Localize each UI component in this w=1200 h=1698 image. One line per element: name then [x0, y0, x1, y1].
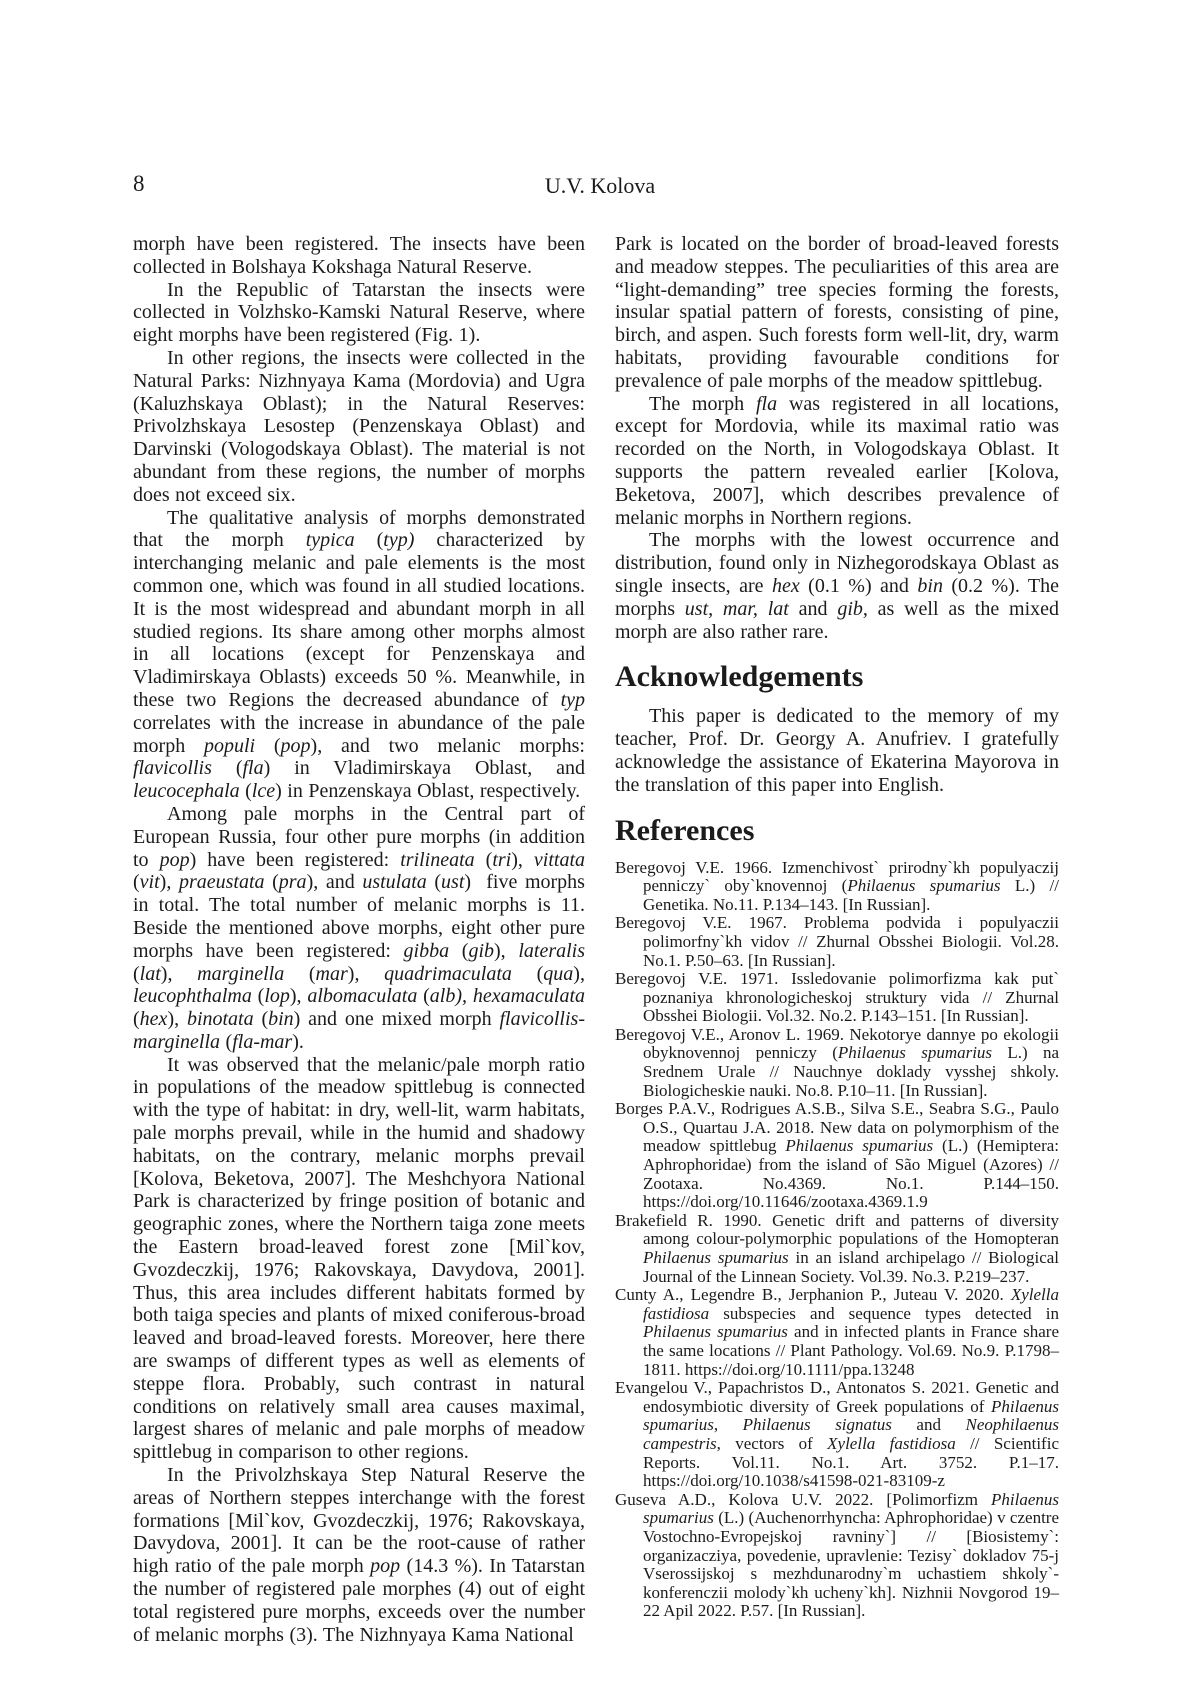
acknowledgements-paragraph: This paper is dedicated to the memory of my teacher, Prof. Dr. Georgy A. Anufriev. I gratefully acknowledge the assistance of Ekaterina Mayorova in the translation of this paper into English. [615, 705, 1059, 796]
body-paragraph: In the Republic of Tatarstan the insects were collected in Volzhsko-Kamski Natural Reserve, where eight morphs have been registered (Fig. 1). [133, 278, 585, 347]
body-paragraph: The morph fla was registered in all locations, except for Mordovia, while its maximal ratio was recorded on the North, in Vologodskaya Oblast. It supports the pattern revealed earlier [Kolova, Beketova, 2007], which describes prevalence of melanic morphs in Northern regions. [615, 392, 1059, 529]
reference-entry: Beregovoj V.E. 1967. Problema podvida i populyaczii polimorfny`kh vidov // Zhurnal Obsshei Biologii. Vol.28. No.1. P.50–63. [In Russian]. [615, 913, 1059, 970]
body-paragraph: It was observed that the melanic/pale morph ratio in populations of the meadow spittlebug is connected with the type of habitat: in dry, well-lit, warm habitats, pale morphs prevail, while in the humid and shadowy habitats, on the contrary, melanic morphs prevail [Kolova, Beketova, 2007]. The Meshchyora National Park is characterized by fringe position of botanic and geographic zones, where the Northern taiga zone meets the Eastern broad-leaved forest zone [Mil`kov, Gvozdeczkij, 1976; Rakovskaya, Davydova, 2001]. Thus, this area includes different habitats formed by both taiga species and plants of mixed coniferous-broad leaved and broad-leaved forests. Moreover, here there are swamps of different types as well as elements of steppe flora. Probably, such contrast in natural conditions on relatively small area causes maximal, largest shares of melanic and pale morphs of meadow spittlebug in comparison to other regions. [133, 1053, 585, 1464]
body-paragraph: The qualitative analysis of morphs demonstrated that the morph typica (typ) characterized by interchanging melanic and pale elements is the most common one, which was found in all studied locations. It is the most widespread and abundant morph in all studied regions. Its share among other morphs almost in all locations (except for Penzenskaya and Vladimirskaya Oblasts) exceeds 50 %. Meanwhile, in these two Regions the decreased abundance of typ correlates with the increase in abundance of the pale morph populi (pop), and two melanic morphs: flavicollis (fla) in Vladimirskaya Oblast, and leucocephala (lce) in Penzenskaya Oblast, respectively. [133, 506, 585, 803]
left-column [133, 233, 585, 1646]
body-paragraph: The morphs with the lowest occurrence and distribution, found only in Nizhegorodskaya Oblast as single insects, are hex (0.1 %) and bin (0.2 %). The morphs ust, mar, lat and gib, as well as the mixed morph are also rather rare. [615, 529, 1060, 643]
running-head: U.V. Kolova [544, 173, 656, 198]
reference-entry: Beregovoj V.E. 1971. Issledovanie polimorfizma kak put` poznaniya khronologicheskoj struktury vida // Zhurnal Obsshei Biologii. Vol.32. No.2. P.143–151. [In Russian]. [615, 969, 1059, 1026]
reference-entry: Borges P.A.V., Rodrigues A.S.B., Silva S.E., Seabra S.G., Paulo O.S., Quartau J.A. 2018. New data on polymorphism of the meadow spittlebug Philaenus spumarius (L.) (Hemiptera: Aphrophoridae) from the island of São Miguel (Azores) // Zootaxa. No.4369. No.1. P.144–150. https://doi.org/10.11646/zootaxa.4369.1.9 [615, 1099, 1060, 1212]
body-paragraph: Among pale morphs in the Central part of European Russia, four other pure morphs (in addition to pop) have been registered: trilineata (tri), vittata (vit), praeustata (pra), and ustulata (ust) five morphs in total. The total number of melanic morphs is 11. Beside the mentioned above morphs, eight other pure morphs have been registered: gibba (gib), lateralis (lat), marginella (mar), quadrimaculata (qua), leucophthalma (lop), albomaculata (alb), hexamaculata (hex), binotata (bin) and one mixed morph flavicollis-marginella (fla-mar). [133, 802, 585, 1053]
reference-entry: Cunty A., Legendre B., Jerphanion P., Juteau V. 2020. Xylella fastidiosa subspecies and sequence types detected in Philaenus spumarius and in infected plants in France share the same locations // Plant Pathology. Vol.69. No.9. P.1798–1811. https://doi.org/10.1111/ppa.13248 [615, 1285, 1060, 1379]
reference-entry: Beregovoj V.E. 1966. Izmenchivost` prirodny`kh populyaczij penniczy` oby`knovennoj (Philaenus spumarius L.) // Genetika. No.11. P.134–143. [In Russian]. [615, 857, 1059, 914]
body-paragraph: morph have been registered. The insects have been collected in Bolshaya Kokshaga Natural Reserve. [133, 233, 585, 278]
page-number: 8 [133, 171, 145, 196]
body-paragraph: Park is located on the border of broad-leaved forests and meadow steppes. The peculiarities of this area are “light-demanding” tree species forming the forests, insular spatial pattern of forests, consisting of pine, birch, and aspen. Such forests form well-lit, dry, warm habitats, providing favourable conditions for prevalence of pale morphs of the meadow spittlebug. [615, 233, 1059, 392]
two-column-body [133, 233, 1059, 1646]
references-heading: References [615, 813, 755, 847]
reference-entry: Guseva A.D., Kolova U.V. 2022. [Polimorfizm Philaenus spumarius (L.) (Auchenorrhyncha: Aphrophoridae) v czentre Vostochno-Evropejskoj ravniny`] // [Biosistemy`: organizacziya, povedenie, upravlenie: Tezisy` dokladov 75-j Vserossijskoj s mezhdunarodny`m uchastiem shkoly`-konferenczii molody`kh ucheny`kh]. Nizhnii Novgorod 19–22 Apil 2022. P.57. [In Russian]. [615, 1489, 1059, 1621]
reference-entry: Evangelou V., Papachristos D., Antonatos S. 2021. Genetic and endosymbiotic diversity of Greek populations of Philaenus spumarius, Philaenus signatus and Neophilaenus campestris, vectors of Xylella fastidiosa // Scientific Reports. Vol.11. No.1. Art. 3752. P.1–17. https://doi.org/10.1038/s41598-021-83109-z [615, 1378, 1060, 1491]
reference-list [615, 859, 1059, 1621]
right-column [615, 233, 1059, 1646]
page-header [133, 171, 1067, 199]
body-paragraph: In other regions, the insects were collected in the Natural Parks: Nizhnyaya Kama (Mordovia) and Ugra (Kaluzhskaya Oblast); in the Natural Reserves: Privolzhskaya Lesostep (Penzenskaya Oblast) and Darvinski (Vologodskaya Oblast). The material is not abundant from these regions, the number of morphs does not exceed six. [133, 346, 585, 506]
acknowledgements-heading: Acknowledgements [615, 660, 864, 694]
body-paragraph: In the Privolzhskaya Step Natural Reserve the areas of Northern steppes interchange with the forest formations [Mil`kov, Gvozdeczkij, 1976; Rakovskaya, Davydova, 2001]. It can be the root-cause of rather high ratio of the pale morph pop (14.3 %). In Tatarstan the number of registered pale morphes (4) out of eight total registered pure morphs, exceeds over the number of melanic morphs (3). The Nizhnyaya Kama National [133, 1464, 585, 1646]
reference-entry: Beregovoj V.E., Aronov L. 1969. Nekotorye dannye po ekologii obyknovennoj penniczy (Philaenus spumarius L.) na Srednem Urale // Nauchnye doklady vysshej shkoly. Biologicheskie nauki. No.8. P.10–11. [In Russian]. [615, 1024, 1060, 1100]
reference-entry: Brakefield R. 1990. Genetic drift and patterns of diversity among colour-polymorphic populations of the Homopteran Philaenus spumarius in an island archipelago // Biological Journal of the Linnean Society. Vol.39. No.3. P.219–237. [615, 1210, 1060, 1286]
